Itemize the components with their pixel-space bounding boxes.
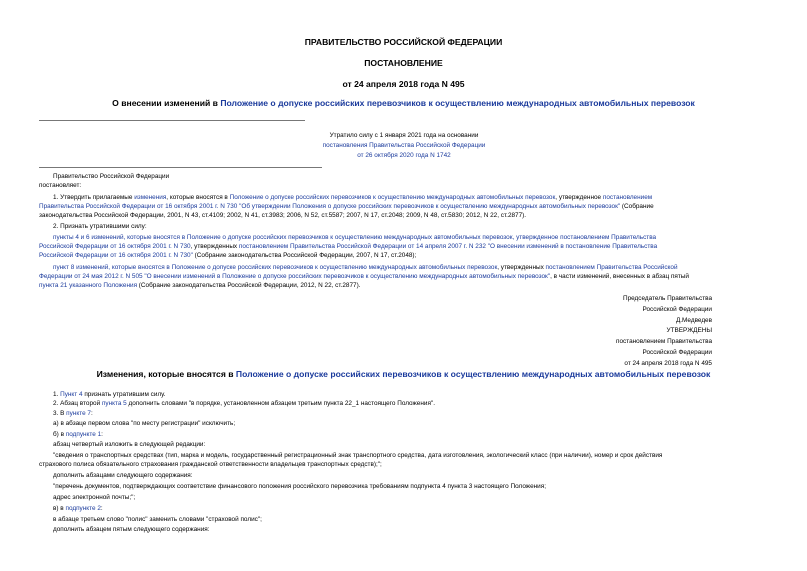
document-title [0,98,807,108]
preamble-line1: Правительство Российской Федерации [53,173,170,180]
item2-p1-line1[interactable]: пункты 4 и 6 изменений, которые вносятся в Положение о допуске российских перевозчиков к осуществлению международных автомобильных перевозок, утвержденное постановлением Правительства [53,234,657,241]
subpoint1-link[interactable]: подпункте 1 [65,431,102,438]
document-date-number: от 24 апреля 2018 года N 495 [342,79,465,89]
point4-link[interactable]: Пункт 4 [60,391,83,398]
item2-heading: 2. Признать утратившими силу: [53,223,147,230]
change-item2: 2. Абзац второй пункта 5 дополнить словами "в порядке, установленном абзацем третьим пункта 22_1 настоящего Положения". [53,400,435,407]
item2-p2-line2: Федерации от 24 мая 2012 г. N 505 "О внесении изменений в Положение о допуске российских перевозчиков к осуществлению международных автомобильных перевозок", в части изменений, внесенных в абзац пятый [39,273,689,280]
change-item3: 3. В пункте 7: [53,410,93,417]
signature-name: Д.Медведев [675,317,712,324]
item2-p2-line1: пункт 8 изменений, которые вносятся в Положение о допуске российских перевозчиков к осуществлению международных автомобильных перевозок, утвержденных постановлением Правительства Российской [53,264,678,271]
item2-p2-line3: пункта 21 указанного Положения (Собрание законодательства Российской Федерации, 2012, N 22, ст.2877). [39,282,361,289]
status-note-line1: Утратило силу с 1 января 2021 года на основании [329,132,479,139]
government-name: ПРАВИТЕЛЬСТВО РОССИЙСКОЙ ФЕДЕРАЦИИ [304,37,503,47]
divider [39,167,322,168]
item1-line2: Правительства Российской Федерации от 16 октября 2001 г. N 730 "Об утверждении Положения о допуске российских перевозчиков к осуществлению международных автомобильных перевозок" (Собрание [39,203,654,210]
divider [39,120,305,121]
point7-link[interactable]: пункте 7 [66,410,91,417]
changes-title: Изменения, которые вносятся в Положение о допуске российских перевозчиков к осуществлению международных автомобильных перевозок [96,369,711,379]
approval-heading: УТВЕРЖДЕНЫ [666,327,712,334]
status-note-link-date[interactable]: от 26 октября 2020 года N 1742 [357,152,451,159]
title-prefix: О внесении изменений в [112,98,221,108]
signature-org: Российской Федерации [642,306,712,313]
change-text-8: дополнить абзацем пятым следующего содержания: [53,526,210,533]
change-text-6: адрес электронной почты;"; [53,494,136,501]
item2-p1-line2: Российской Федерации от 16 октября 2001 г. N 730, утвержденных постановлением Правительства Российской Федерации от 14 апреля 2007 г. N 232 "О внесении изменений в постановление Правительства [39,243,658,250]
changes-title-link[interactable]: Положение о допуске российских перевозчиков к осуществлению международных автомобильных перевозок [235,369,711,379]
preamble-line2: постановляет: [39,182,82,189]
item1-line3: законодательства Российской Федерации, 2001, N 43, ст.4109; 2002, N 41, ст.3983; 2006, N 52, ст.5587; 2007, N 17, ст.2048; 2009, N 48, ст.5830; 2012, N 22, ст.2877). [39,212,527,219]
change-item1: 1. Пункт 4 признать утратившим силу. [53,391,166,398]
regulation-link[interactable]: Положение о допуске российских перевозчиков к осуществлению международных автомобильных перевозок [229,194,556,201]
approval-line3: Российской Федерации [642,349,712,356]
item1-line1: 1. Утвердить прилагаемые изменения, которые вносятся в Положение о допуске российских перевозчиков к осуществлению международных автомобильных перевозок, утвержденное постановлением [53,194,653,201]
change-text-4: дополнить абзацами следующего содержания: [53,472,193,479]
resolution-link[interactable]: постановлением [602,194,653,201]
change-subitem-c: в) в подпункте 2: [53,505,103,512]
point21-link[interactable]: пункта 21 указанного Положения [39,282,138,289]
approval-date: от 24 апреля 2018 года N 495 [624,360,712,367]
change-text-1: абзац четвертый изложить в следующей редакции: [53,441,206,448]
point8-link[interactable]: пункт 8 изменений, которые вносятся в Положение о допуске российских перевозчиков к осуществлению международных автомобильных перевозок [53,264,498,271]
signature-title: Председатель Правительства [623,295,712,302]
resolution-730-link[interactable]: Правительства Российской Федерации от 16 октября 2001 г. N 730 "Об утверждении Положения о допуске российских перевозчиков к осуществлению международных автомобильных перевозок" [39,203,621,210]
change-subitem-b: б) в подпункте 1: [53,431,103,438]
point5-link[interactable]: пункта 5 [101,400,127,407]
change-text-7: в абзаце третьем слово "полис" заменить словами "страховой полис"; [53,516,262,523]
change-text-3: страхового полиса обязательного страхования гражданской ответственности владельцев транспортных средств);"; [39,461,382,468]
changes-link[interactable]: изменения [134,194,167,201]
subpoint2-link[interactable]: подпункте 2 [65,505,101,512]
resolution-505-link[interactable]: Федерации от 24 мая 2012 г. N 505 "О внесении изменений в Положение о допуске российских перевозчиков к осуществлению международных автомобильных перевозок" [39,273,551,280]
status-note-link[interactable]: постановления Правительства Российской Федерации [322,142,486,149]
resolution-232-link[interactable]: постановлением Правительства Российской Федерации от 14 апреля 2007 г. N 232 "О внесении изменений в постановление Правительства [238,243,658,250]
change-text-5: "перечень документов, подтверждающих соответствие финансового положения российского перевозчика требованиям подпункта 4 пункта 3 настоящего Положения; [53,483,546,490]
document-type: ПОСТАНОВЛЕНИЕ [364,58,443,68]
approval-line2: постановлением Правительства [616,338,712,345]
change-subitem-a: а) в абзаце первом слова "по месту регистрации" исключить; [53,420,236,427]
item2-p1-line3: Российской Федерации от 16 октября 2001 г. N 730" (Собрание законодательства Российской Федерации, 2007, N 17, ст.2048); [39,252,417,259]
change-text-2: "сведения о транспортных средствах (тип, марка и модель, государственный регистрационный знак транспортного средства, дата изготовления, экологический класс (при наличии), номер и срок действия [53,452,663,459]
title-link[interactable]: Положение о допуске российских перевозчиков к осуществлению международных автомобильных перевозок [220,98,695,108]
